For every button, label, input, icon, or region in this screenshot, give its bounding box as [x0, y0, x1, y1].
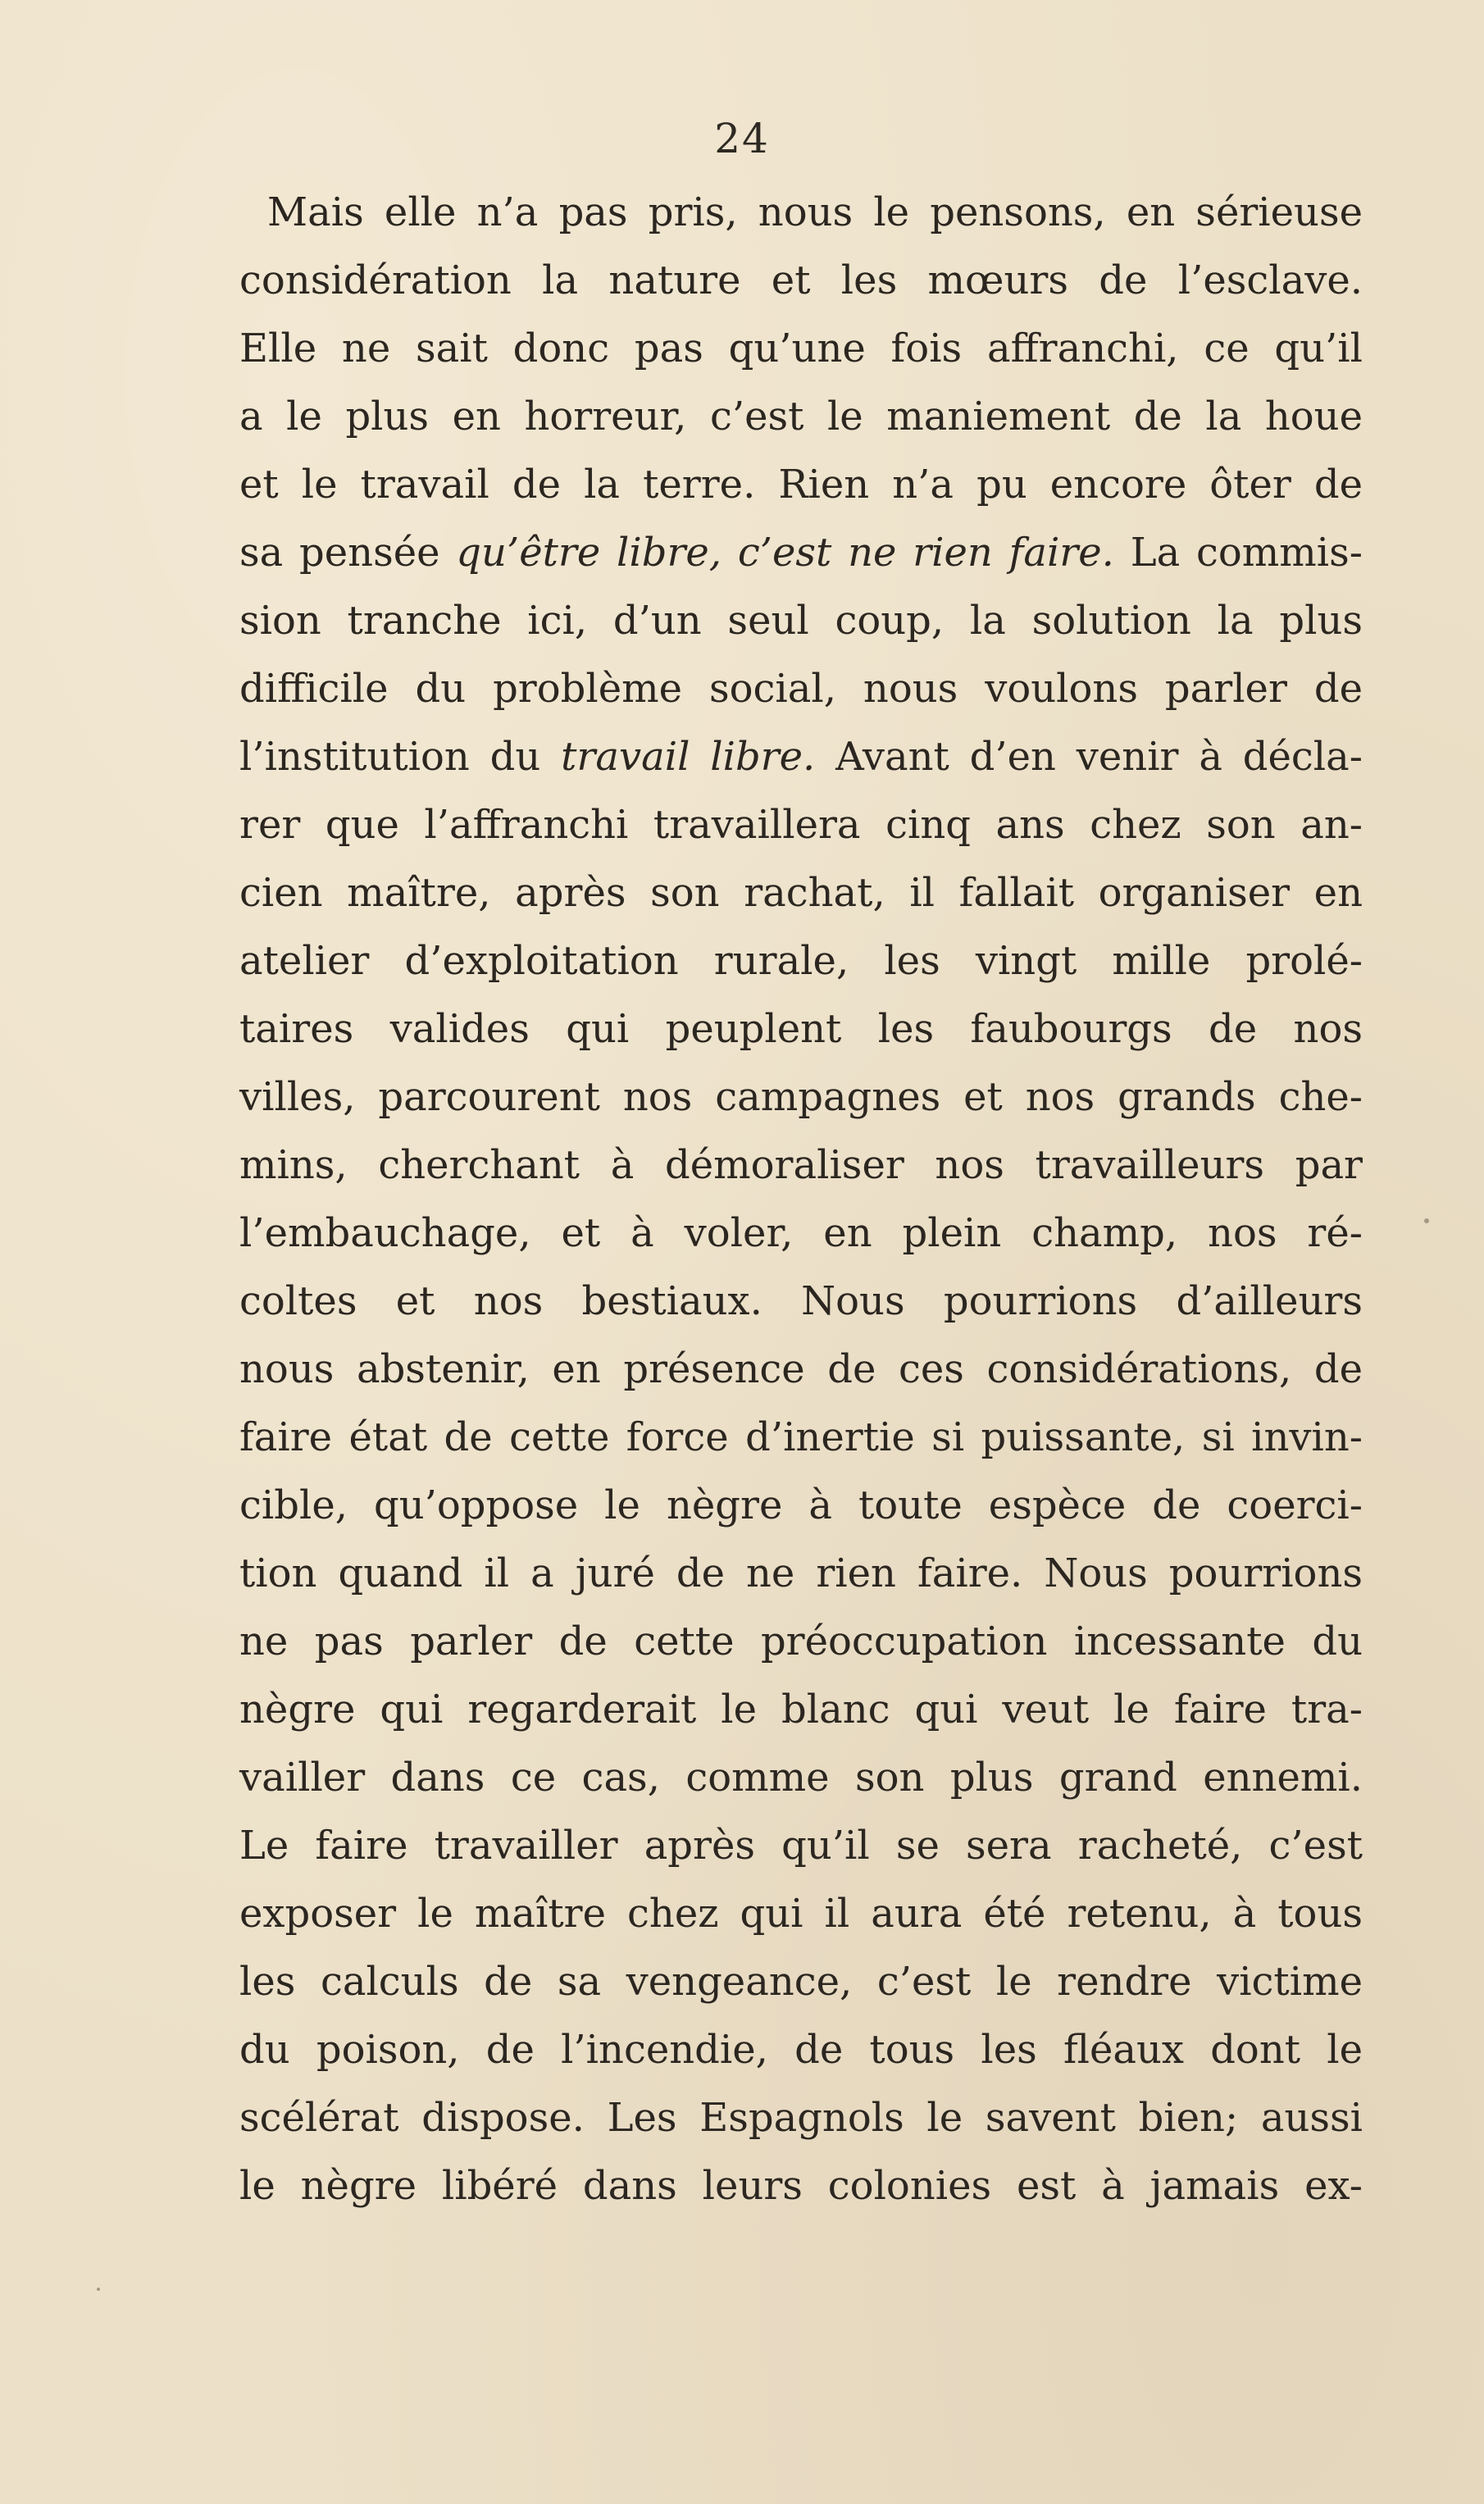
text-segment: La commis- — [1113, 530, 1363, 576]
text-line — [239, 1540, 1363, 1608]
text-segment: considération la nature et les mœurs de l’esclave. — [239, 257, 1363, 303]
text-segment: Elle ne sait donc pas qu’une fois affranchi, ce qu’il — [239, 326, 1363, 371]
text-segment: scélérat dispose. Les Espagnols le savent bien; aussi — [239, 2095, 1363, 2141]
text-segment: nous abstenir, en présence de ces considérations, de — [239, 1346, 1363, 1392]
text-line — [239, 791, 1363, 859]
text-segment: l’embauchage, et à voler, en plein champ, nos ré- — [239, 1210, 1363, 1256]
text-line — [239, 1608, 1363, 1676]
text-line — [239, 247, 1363, 315]
text-segment: Mais elle n’a pas pris, nous le pensons, en sérieuse — [267, 189, 1363, 235]
body-text — [239, 179, 1363, 2220]
text-segment: sa pensée — [239, 530, 457, 576]
text-line — [239, 2016, 1363, 2084]
text-segment: mins, cherchant à démoraliser nos travailleurs par — [239, 1142, 1363, 1188]
text-line — [239, 315, 1363, 383]
text-segment: le nègre libéré dans leurs colonies est à jamais ex- — [239, 2163, 1363, 2209]
text-segment: exposer le maître chez qui il aura été retenu, à tous — [239, 1891, 1363, 1937]
text-segment: sion tranche ici, d’un seul coup, la solution la plus — [239, 598, 1363, 644]
text-line — [239, 179, 1363, 247]
text-segment: coltes et nos bestiaux. Nous pourrions d’ailleurs — [239, 1278, 1363, 1324]
text-line — [239, 1063, 1363, 1131]
text-segment: Avant d’en venir à décla- — [815, 734, 1363, 780]
text-line — [239, 451, 1363, 519]
text-line — [239, 723, 1363, 791]
text-line — [239, 655, 1363, 723]
text-line — [239, 2084, 1363, 2152]
text-segment: taires valides qui peuplent les faubourgs de nos — [239, 1006, 1363, 1052]
text-line — [239, 927, 1363, 995]
text-line — [239, 1948, 1363, 2016]
text-line — [239, 1268, 1363, 1336]
text-line — [239, 1744, 1363, 1812]
paper-speck — [1424, 1218, 1429, 1223]
text-line — [239, 383, 1363, 451]
text-line — [239, 587, 1363, 655]
text-segment: faire état de cette force d’inertie si puissante, si invin- — [239, 1414, 1363, 1460]
text-segment: rer que l’affranchi travaillera cinq ans chez son an- — [239, 802, 1363, 848]
text-line — [239, 1880, 1363, 1948]
text-segment: et le travail de la terre. Rien n’a pu encore ôter de — [239, 462, 1363, 508]
italic-phrase: qu’être libre, c’est ne rien faire. — [456, 530, 1114, 576]
text-line — [239, 1676, 1363, 1744]
text-line — [239, 519, 1363, 587]
text-segment: tion quand il a juré de ne rien faire. Nous pourrions — [239, 1550, 1363, 1596]
text-segment: Le faire travailler après qu’il se sera racheté, c’est — [239, 1823, 1363, 1869]
text-segment: l’institution du — [239, 734, 562, 780]
page-number: 24 — [714, 115, 770, 162]
text-segment: du poison, de l’incendie, de tous les fléaux dont le — [239, 2027, 1363, 2073]
italic-phrase: travail libre. — [561, 734, 816, 780]
text-line — [239, 1812, 1363, 1880]
text-line — [239, 995, 1363, 1063]
text-segment: vailler dans ce cas, comme son plus grand ennemi. — [239, 1755, 1363, 1801]
text-segment: cible, qu’oppose le nègre à toute espèce de coerci- — [239, 1482, 1363, 1528]
text-segment: villes, parcourent nos campagnes et nos grands che- — [239, 1074, 1363, 1120]
text-line — [239, 1472, 1363, 1540]
text-segment: a le plus en horreur, c’est le maniement de la houe — [239, 394, 1363, 439]
text-line — [239, 1131, 1363, 1200]
paper-speck — [97, 2288, 100, 2291]
text-line — [239, 1200, 1363, 1268]
text-line — [239, 1336, 1363, 1404]
text-segment: nègre qui regarderait le blanc qui veut le faire tra- — [239, 1687, 1363, 1732]
text-segment: ne pas parler de cette préoccupation incessante du — [239, 1618, 1363, 1664]
text-line — [239, 1404, 1363, 1472]
text-segment: les calculs de sa vengeance, c’est le rendre victime — [239, 1959, 1363, 2005]
text-line — [239, 859, 1363, 927]
text-segment: atelier d’exploitation rurale, les vingt mille prolé- — [239, 938, 1363, 984]
text-line — [239, 2152, 1363, 2220]
text-segment: cien maître, après son rachat, il fallait organiser en — [239, 870, 1363, 916]
text-segment: difficile du problème social, nous voulons parler de — [239, 666, 1363, 712]
